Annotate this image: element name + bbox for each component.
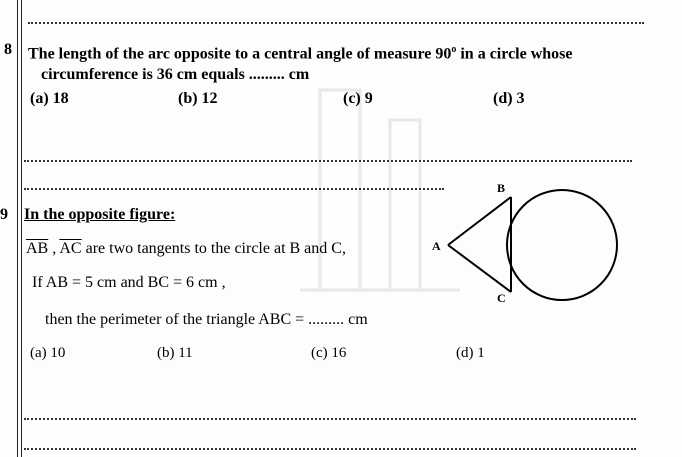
q8-line-2: circumference is 36 cm equals ......... cm	[41, 66, 310, 83]
q9-line-3: then the perimeter of the triangle ABC = ......... cm	[45, 311, 368, 328]
q9-heading: In the opposite figure:	[24, 206, 176, 223]
separator-answer-2	[24, 448, 636, 450]
q9-option-c[interactable]: (c) 16	[311, 345, 347, 361]
separator-q8-answer	[24, 160, 632, 162]
q8-line-1-post: in a circle whose	[456, 45, 573, 63]
q8-line-1-pre: The length of the arc opposite to a central angle of measure 90	[28, 45, 452, 63]
q9-option-a[interactable]: (a) 10	[30, 345, 66, 361]
figure-circle	[507, 190, 617, 300]
q9-option-b[interactable]: (b) 11	[157, 345, 193, 361]
q8-degree-sup: o	[451, 44, 457, 55]
q9-tangent-figure	[425, 178, 625, 308]
q8-option-a[interactable]: (a) 18	[30, 90, 69, 107]
separator-q9-top	[24, 188, 444, 190]
q9-segment-ac: $\overline{AC}$	[59, 240, 82, 257]
q9-line-1-rest: are two tangents to the circle at B and C,	[81, 240, 346, 257]
q8-option-c[interactable]: (c) 9	[343, 90, 373, 107]
q9-line-2: If AB = 5 cm and BC = 6 cm ,	[32, 274, 226, 291]
q9-option-d[interactable]: (d) 1	[456, 345, 485, 361]
q9-comma: ,	[48, 240, 60, 257]
separator-top	[28, 22, 644, 24]
q8-option-b[interactable]: (b) 12	[178, 90, 218, 107]
figure-label-a: A	[432, 239, 441, 253]
q9-segment-ab: $\overline{AB}$	[26, 240, 49, 257]
left-border-rule-outer	[17, 0, 18, 457]
separator-answer-1	[24, 418, 636, 420]
figure-tangent-ab	[448, 197, 511, 245]
q9-line-1	[26, 240, 346, 258]
left-border-rule-inner	[21, 0, 22, 457]
q8-option-d[interactable]: (d) 3	[493, 90, 525, 107]
figure-tangent-ac	[448, 245, 511, 292]
q8-line-1	[28, 41, 573, 63]
question-number-9: 9	[0, 206, 8, 223]
question-number-8: 8	[4, 41, 12, 58]
figure-label-b: B	[497, 181, 506, 195]
figure-label-c: C	[497, 291, 506, 305]
